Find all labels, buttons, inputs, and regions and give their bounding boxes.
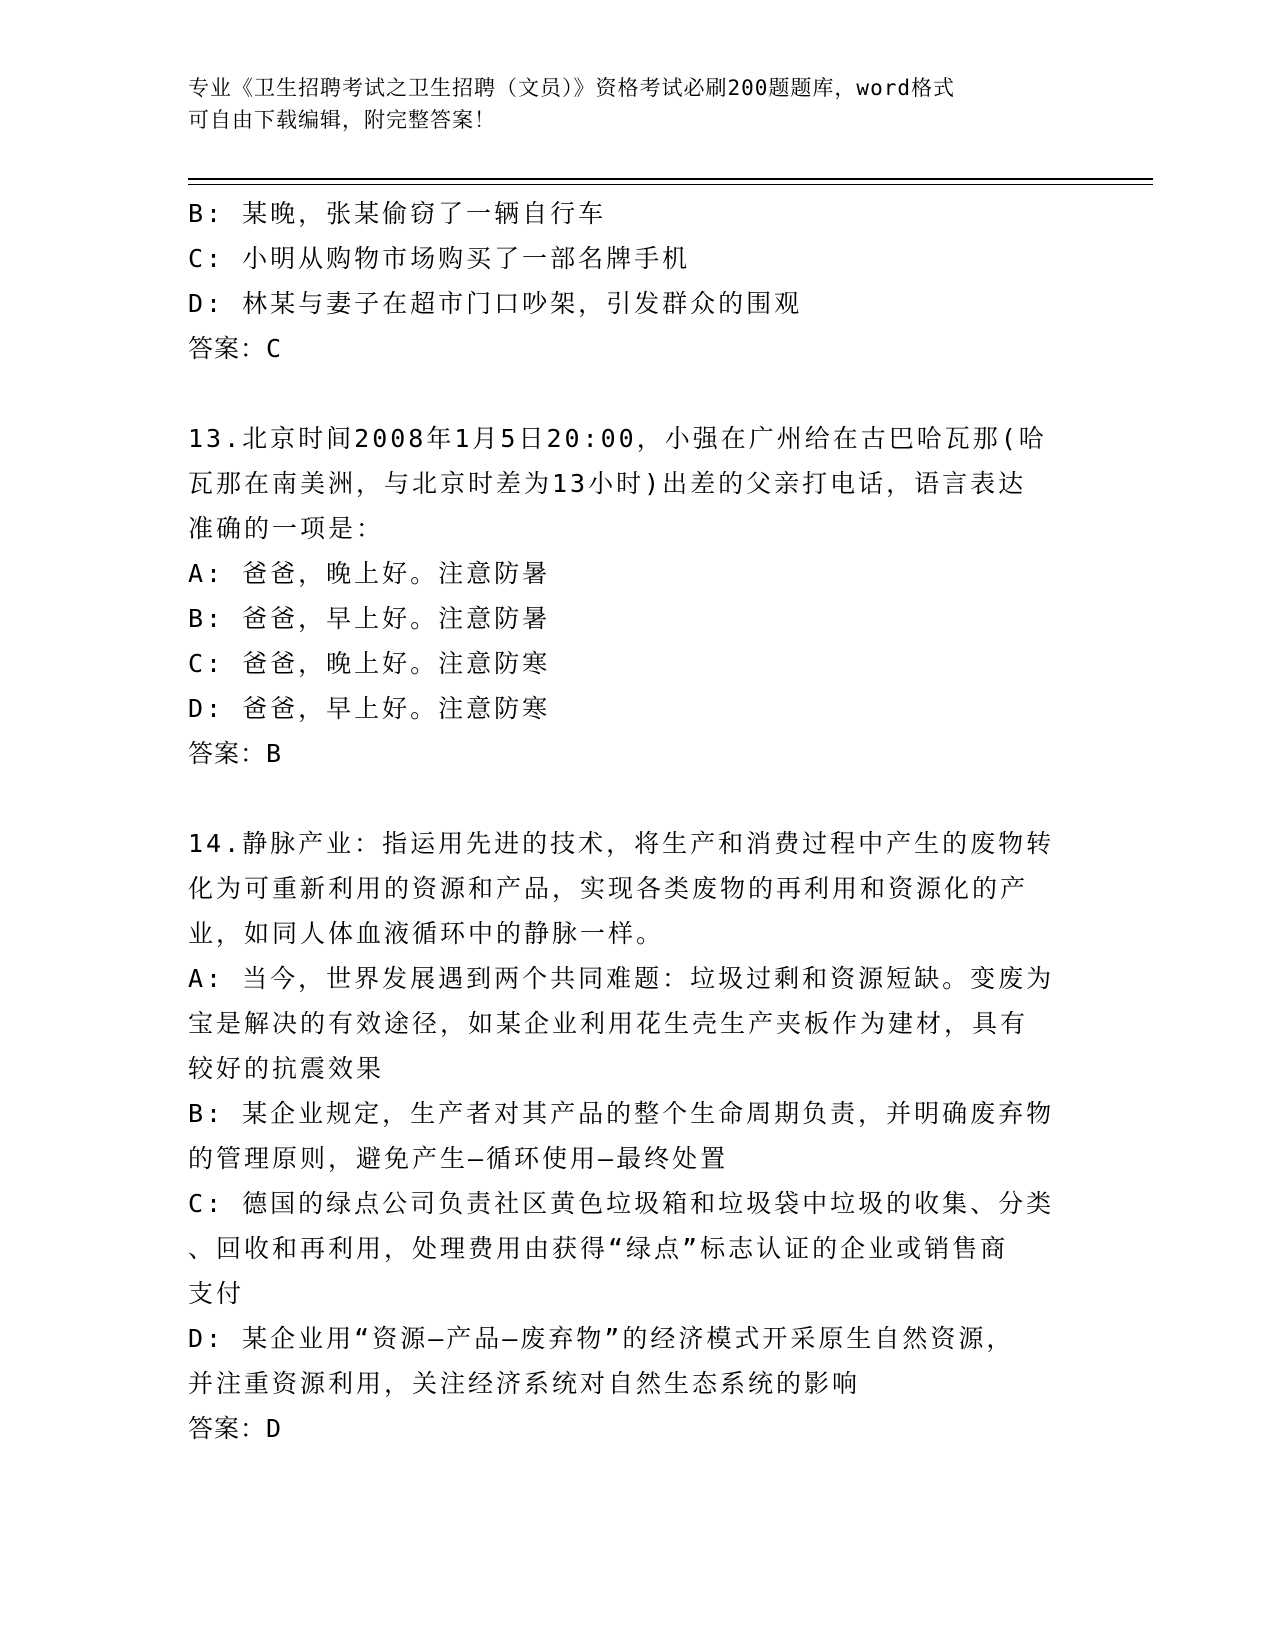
question-12	[188, 191, 1088, 371]
option-b: B: 某晚，张某偷窃了一辆自行车	[188, 199, 607, 228]
question-stem-line: 化为可重新利用的资源和产品，实现各类废物的再利用和资源化的产	[188, 874, 1029, 903]
answer: 答案：C	[188, 334, 283, 363]
question-stem-line: 13.北京时间2008年1月5日20:00，小强在广州给在古巴哈瓦那(哈	[188, 424, 1047, 453]
question-stem-line: 业，如同人体血液循环中的静脉一样。	[188, 919, 665, 948]
document-body	[188, 191, 1088, 1451]
header-line-2: 可自由下载编辑，附完整答案！	[188, 108, 496, 132]
answer: 答案：D	[188, 1414, 283, 1443]
option-d-line: 并注重资源利用，关注经济系统对自然生态系统的影响	[188, 1369, 861, 1398]
option-c: C: 小明从购物市场购买了一部名牌手机	[188, 244, 691, 273]
option-a-line: A: 当今，世界发展遇到两个共同难题：垃圾过剩和资源短缺。变废为	[188, 964, 1055, 993]
spacer	[188, 776, 1088, 821]
question-stem-line: 准确的一项是：	[188, 514, 385, 543]
answer: 答案：B	[188, 739, 283, 768]
option-b: B: 爸爸，早上好。注意防暑	[188, 604, 551, 633]
option-d: D: 爸爸，早上好。注意防寒	[188, 694, 551, 723]
option-a-line: 较好的抗震效果	[188, 1054, 385, 1083]
option-c-line: 支付	[188, 1279, 245, 1308]
question-14	[188, 821, 1088, 1451]
option-d: D: 林某与妻子在超市门口吵架，引发群众的围观	[188, 289, 803, 318]
option-c-line: 、回收和再利用，处理费用由获得“绿点”标志认证的企业或销售商	[188, 1234, 1009, 1263]
spacer	[188, 371, 1088, 416]
option-a-line: 宝是解决的有效途径，如某企业利用花生壳生产夹板作为建材，具有	[188, 1009, 1029, 1038]
question-stem-line: 瓦那在南美洲，与北京时差为13小时)出差的父亲打电话，语言表达	[188, 469, 1027, 498]
page-header	[188, 72, 1088, 136]
option-d-line: D: 某企业用“资源—产品—废弃物”的经济模式开采原生自然资源，	[188, 1324, 1015, 1353]
header-divider-thick	[188, 178, 1153, 180]
option-b-line: B: 某企业规定，生产者对其产品的整个生命周期负责，并明确废弃物	[188, 1099, 1055, 1128]
option-b-line: 的管理原则，避免产生—循环使用—最终处置	[188, 1144, 729, 1173]
question-13	[188, 416, 1088, 776]
header-divider-thin	[188, 184, 1153, 185]
question-stem-line: 14.静脉产业：指运用先进的技术，将生产和消费过程中产生的废物转	[188, 829, 1055, 858]
option-c: C: 爸爸，晚上好。注意防寒	[188, 649, 551, 678]
option-c-line: C: 德国的绿点公司负责社区黄色垃圾箱和垃圾袋中垃圾的收集、分类	[188, 1189, 1055, 1218]
option-a: A: 爸爸，晚上好。注意防暑	[188, 559, 551, 588]
header-line-1: 专业《卫生招聘考试之卫生招聘（文员）》资格考试必刷200题题库，word格式	[188, 76, 955, 100]
